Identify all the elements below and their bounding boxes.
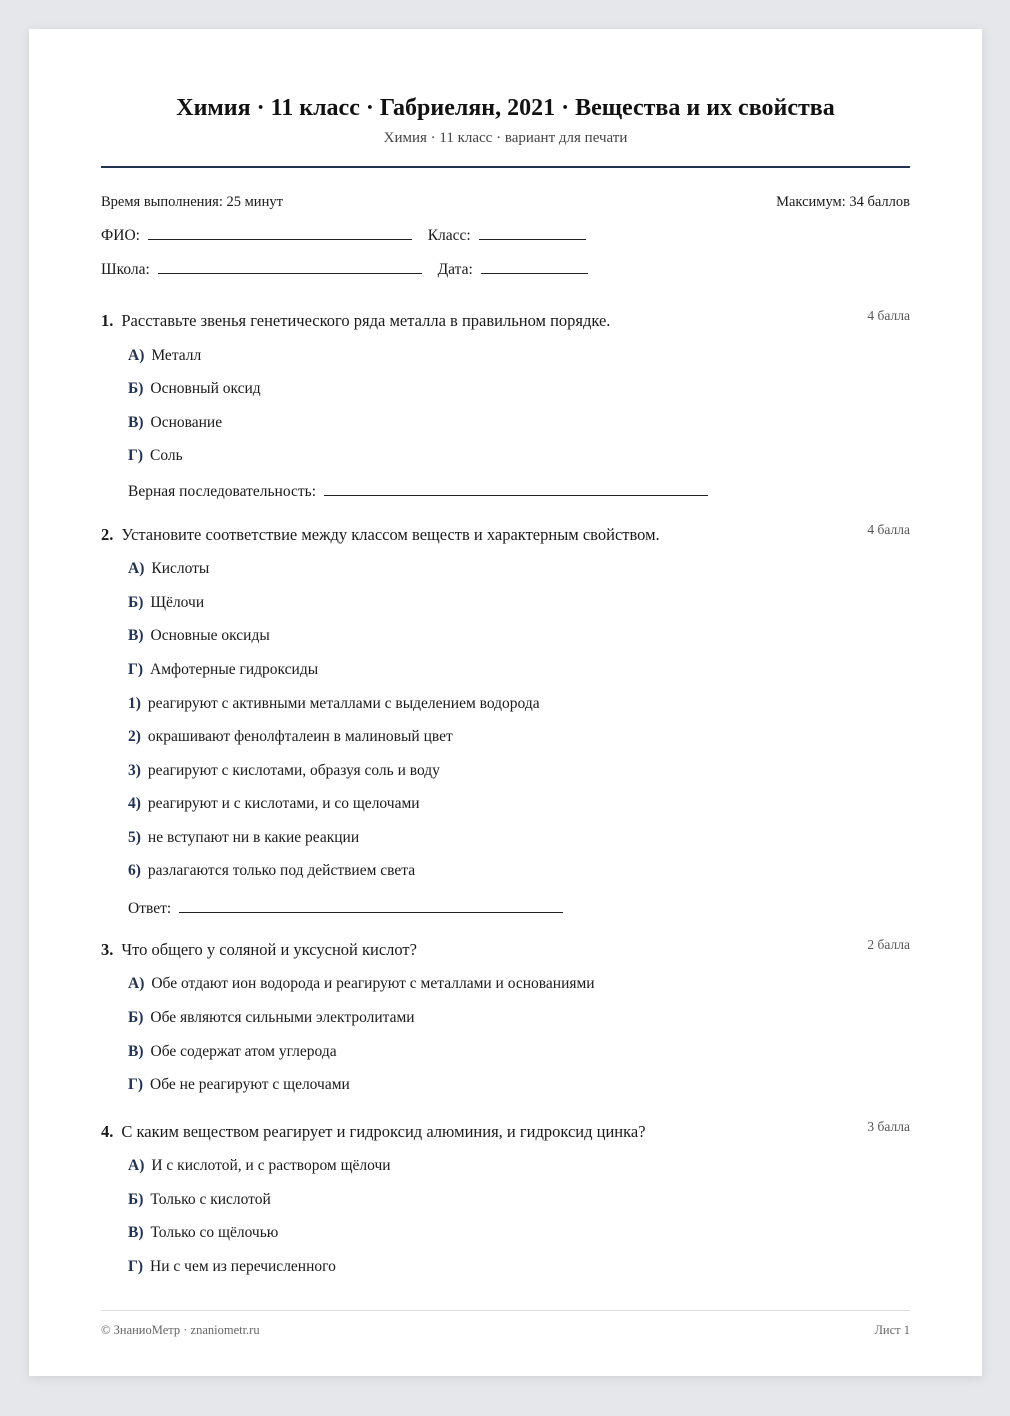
option-letter: Г): [128, 447, 144, 464]
option-text: Основание: [150, 414, 223, 431]
answer-field[interactable]: [179, 898, 563, 913]
option: [128, 1191, 271, 1209]
option: [128, 1009, 415, 1027]
option-text: Кислоты: [151, 560, 210, 577]
max-score: Максимум: 34 баллов: [776, 194, 910, 210]
match-item: [128, 728, 453, 746]
fio-class-row: [101, 225, 586, 245]
option: [128, 347, 201, 365]
date-field[interactable]: [481, 259, 588, 274]
option: [128, 1157, 391, 1175]
option-text: Соль: [150, 447, 183, 464]
match-text: реагируют и с кислотами, и со щелочами: [147, 795, 420, 812]
answer-row: [128, 481, 708, 501]
match-text: разлагаются только под действием света: [147, 862, 416, 879]
option: [128, 380, 261, 398]
option: [128, 627, 270, 645]
footer-divider: [101, 1310, 910, 1311]
match-item: [128, 862, 415, 880]
match-item: [128, 695, 540, 713]
match-number: 5): [128, 829, 141, 846]
option-letter: А): [128, 1157, 145, 1174]
option: [128, 1076, 350, 1094]
option-letter: Г): [128, 1258, 144, 1275]
time-limit: Время выполнения: 25 минут: [101, 194, 283, 210]
option-letter: В): [128, 1043, 144, 1060]
option-letter: А): [128, 975, 145, 992]
question-number: 4.: [101, 1122, 114, 1141]
option-letter: Г): [128, 1076, 144, 1093]
option: [128, 1224, 278, 1242]
option-text: Только со щёлочью: [150, 1224, 279, 1241]
option-text: И с кислотой, и с раствором щёлочи: [151, 1157, 391, 1174]
question-number: 2.: [101, 525, 114, 544]
match-number: 3): [128, 762, 141, 779]
option: [128, 1043, 337, 1061]
option: [128, 447, 183, 465]
option-letter: В): [128, 414, 144, 431]
match-number: 2): [128, 728, 141, 745]
option-text: Металл: [151, 347, 202, 364]
match-text: окрашивают фенолфталеин в малиновый цвет: [147, 728, 453, 745]
date-label: Дата:: [437, 261, 473, 278]
option-letter: Б): [128, 1191, 144, 1208]
option-text: Основный оксид: [150, 380, 261, 397]
option-letter: Б): [128, 1009, 144, 1026]
match-item: [128, 829, 359, 847]
option: [128, 975, 595, 993]
question-4: [101, 1119, 910, 1142]
school-date-row: [101, 259, 588, 279]
question-text: Расставьте звенья генетического ряда металла в правильном порядке.: [121, 311, 611, 330]
option: [128, 1258, 336, 1276]
school-field[interactable]: [158, 259, 422, 274]
worksheet-page: [29, 29, 982, 1376]
answer-label: Ответ:: [128, 900, 172, 917]
page-subtitle: Химия · 11 класс · вариант для печати: [383, 130, 628, 146]
option-text: Ни с чем из перечисленного: [150, 1258, 336, 1275]
question-1: [101, 308, 910, 331]
answer-row: [128, 898, 563, 918]
match-number: 4): [128, 795, 141, 812]
option-letter: В): [128, 627, 144, 644]
option-letter: А): [128, 347, 145, 364]
question-text: С каким веществом реагирует и гидроксид алюминия, и гидроксид цинка?: [121, 1122, 646, 1141]
option-text: Амфотерные гидроксиды: [150, 661, 319, 678]
option-text: Обе отдают ион водорода и реагируют с металлами и основаниями: [151, 975, 595, 992]
option-text: Основные оксиды: [150, 627, 270, 644]
option: [128, 414, 222, 432]
match-item: [128, 795, 420, 813]
question-points: 2 балла: [867, 937, 910, 952]
option: [128, 594, 204, 612]
option-letter: Б): [128, 380, 144, 397]
question-points: 4 балла: [867, 308, 910, 323]
question-3: [101, 937, 910, 960]
option: [128, 661, 318, 679]
footer-copyright: © ЗнаниоМетр · znaniometr.ru: [101, 1323, 260, 1337]
option-text: Обе содержат атом углерода: [150, 1043, 337, 1060]
question-number: 1.: [101, 311, 114, 330]
option-letter: В): [128, 1224, 144, 1241]
option: [128, 560, 209, 578]
fio-field[interactable]: [148, 225, 412, 240]
answer-label: Верная последовательность:: [128, 483, 317, 500]
option-text: Щёлочи: [150, 594, 205, 611]
match-text: не вступают ни в какие реакции: [147, 829, 360, 846]
option-letter: Г): [128, 661, 144, 678]
match-text: реагируют с активными металлами с выделением водорода: [147, 695, 540, 712]
page-title: Химия · 11 класс · Габриелян, 2021 · Вещества и их свойства: [176, 95, 835, 121]
question-2: [101, 522, 910, 545]
option-letter: Б): [128, 594, 144, 611]
fio-label: ФИО:: [101, 227, 140, 244]
question-text: Что общего у соляной и уксусной кислот?: [121, 940, 417, 959]
match-number: 6): [128, 862, 141, 879]
match-number: 1): [128, 695, 141, 712]
option-text: Только с кислотой: [150, 1191, 271, 1208]
page-number: Лист 1: [874, 1323, 910, 1337]
option-text: Обе не реагируют с щелочами: [150, 1076, 350, 1093]
question-number: 3.: [101, 940, 114, 959]
question-points: 3 балла: [867, 1119, 910, 1134]
question-text: Установите соответствие между классом веществ и характерным свойством.: [121, 525, 660, 544]
match-item: [128, 762, 440, 780]
match-text: реагируют с кислотами, образуя соль и воду: [147, 762, 440, 779]
answer-field[interactable]: [324, 481, 708, 496]
header-divider: [101, 166, 910, 168]
class-field[interactable]: [479, 225, 586, 240]
option-text: Обе являются сильными электролитами: [150, 1009, 415, 1026]
school-label: Школа:: [101, 261, 150, 278]
footer: [101, 1323, 910, 1338]
option-letter: А): [128, 560, 145, 577]
question-points: 4 балла: [867, 522, 910, 537]
class-label: Класс:: [427, 227, 471, 244]
